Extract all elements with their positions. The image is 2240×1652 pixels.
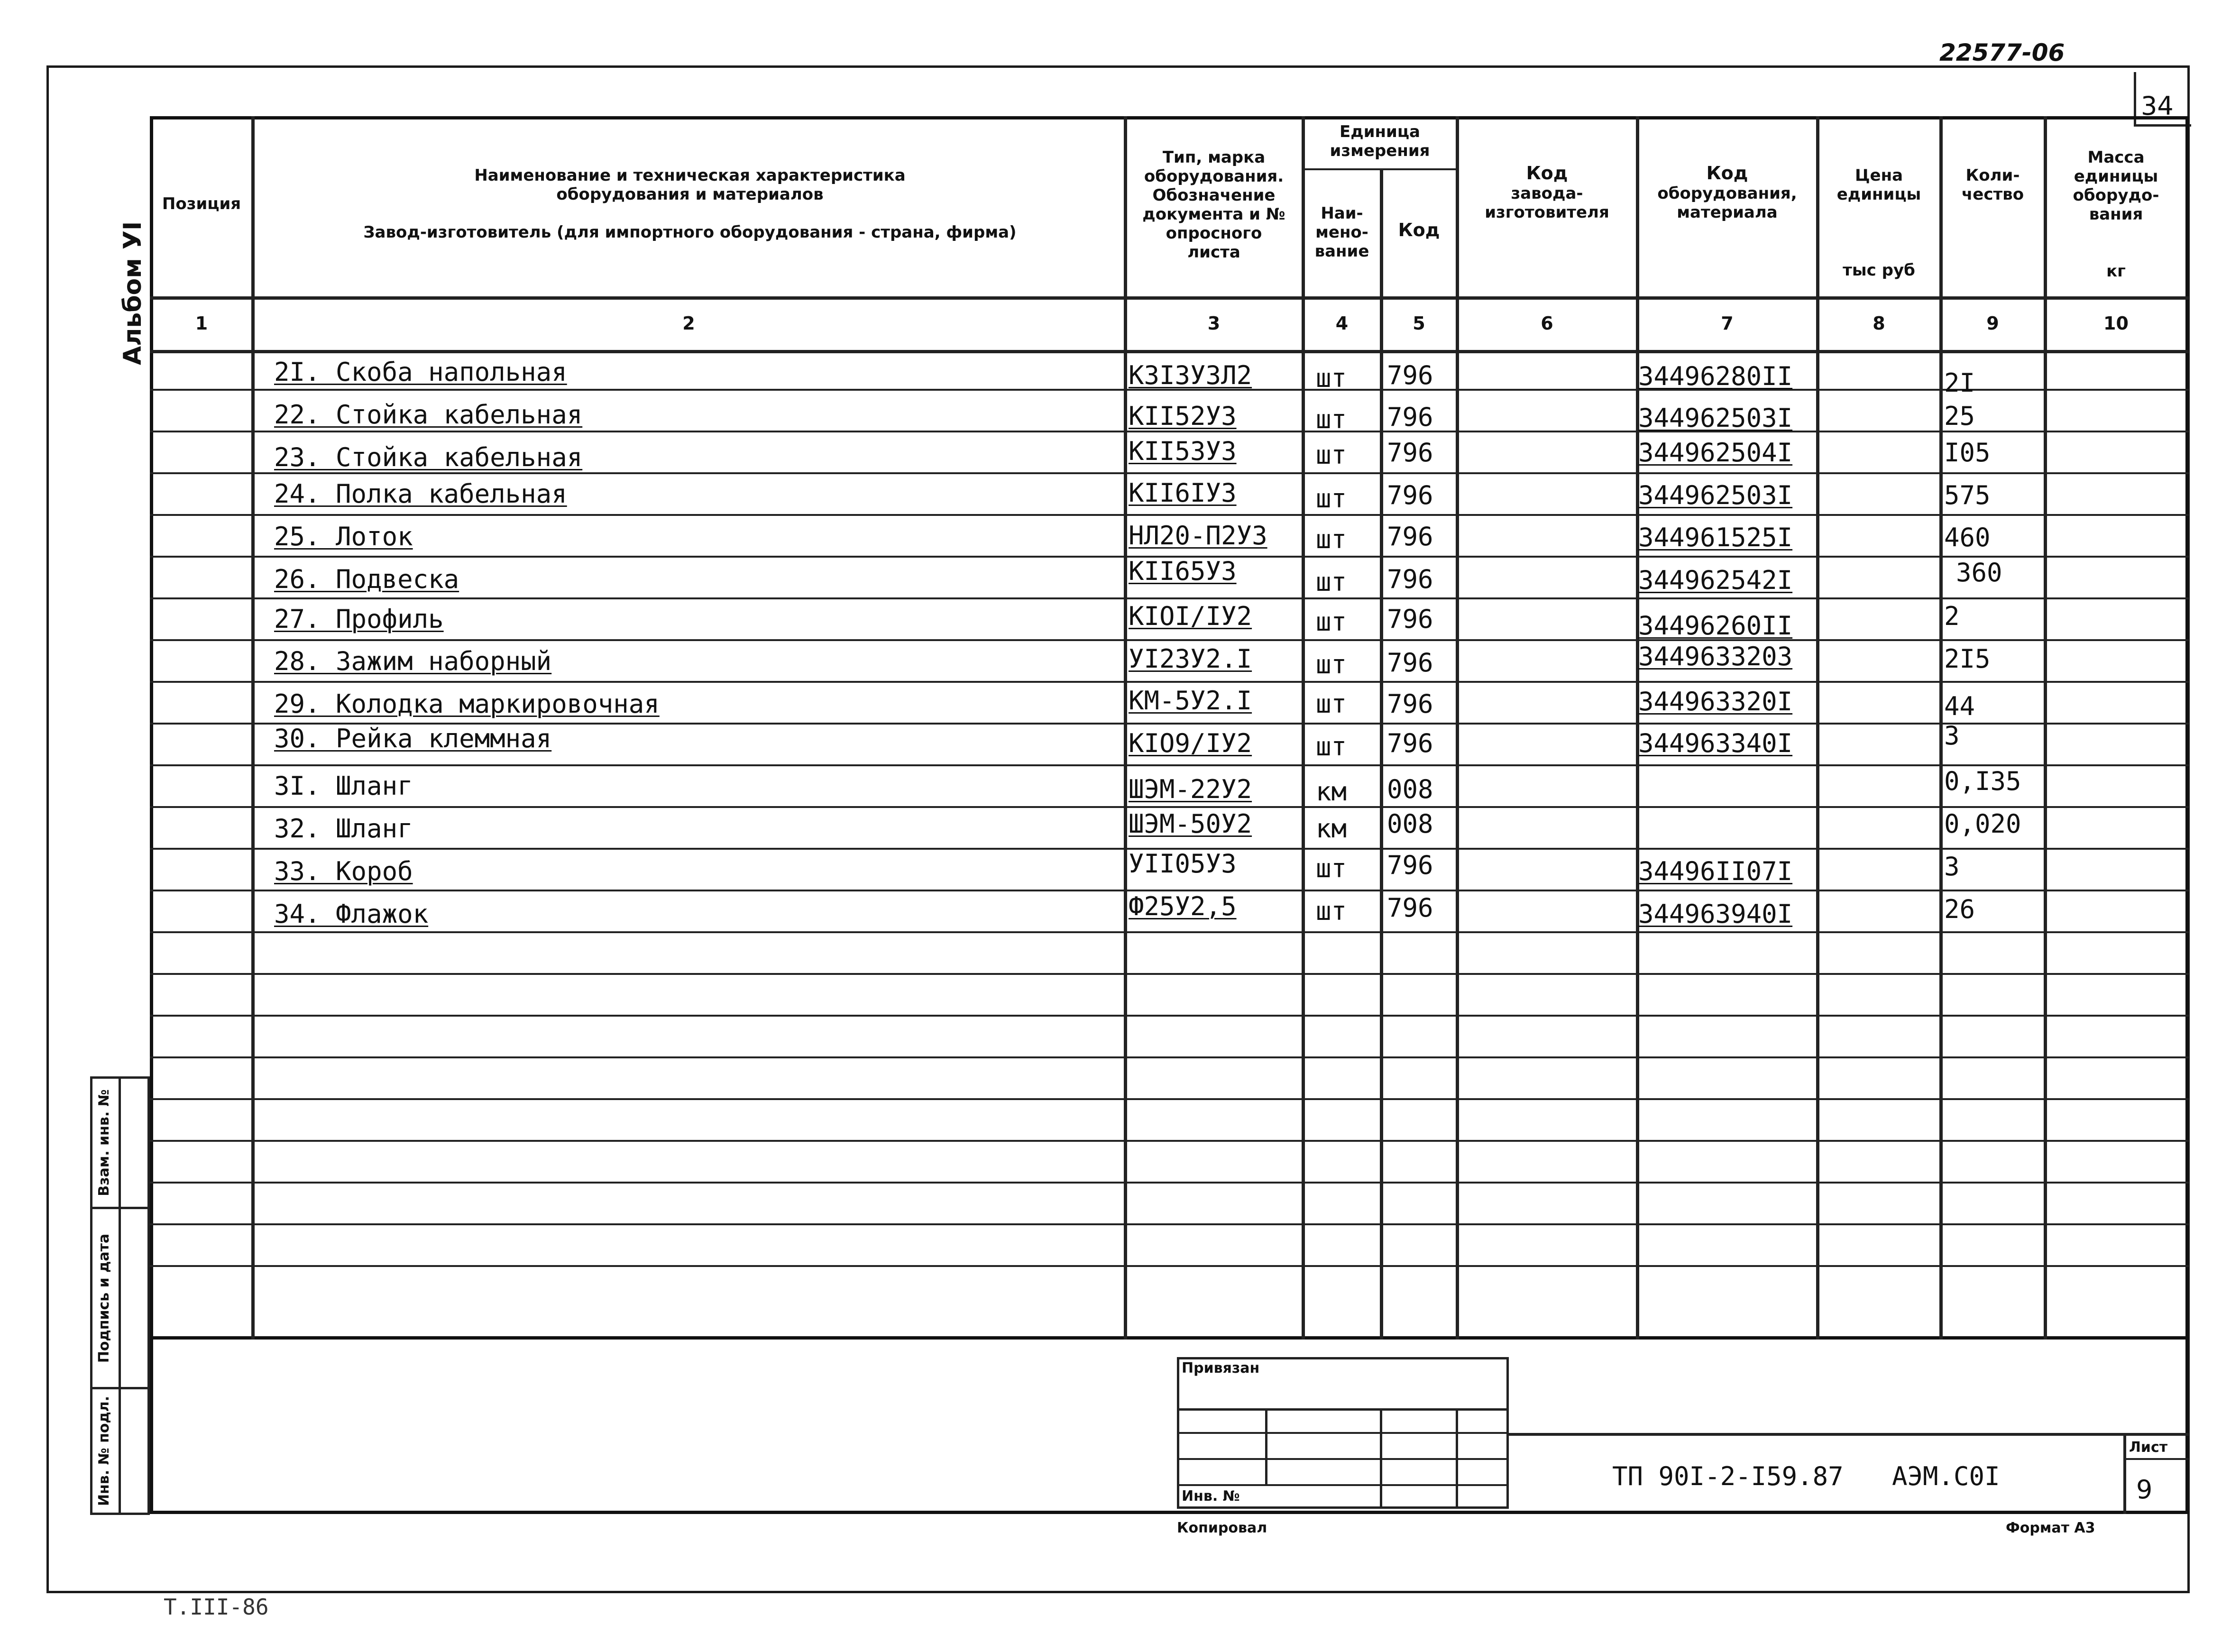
row-unit: шт bbox=[1316, 363, 1347, 393]
row-name: 27. Профиль bbox=[274, 604, 444, 634]
document-suffix: АЭМ.С0I bbox=[1892, 1461, 2000, 1491]
row-unitcode: 008 bbox=[1387, 809, 1433, 839]
side-vzam-label: Взам. инв. № bbox=[96, 1089, 112, 1196]
tb-line-4 bbox=[1177, 1484, 1509, 1486]
row-unit: шт bbox=[1316, 689, 1347, 719]
side-podpis-label: Подпись и дата bbox=[96, 1233, 112, 1363]
row-line bbox=[150, 973, 2189, 975]
tb-vline-3 bbox=[1456, 1408, 1458, 1509]
header-material-l3: материала bbox=[1677, 203, 1778, 222]
row-material-code: 344963940I bbox=[1638, 899, 1793, 929]
header-mass-l1: Масса bbox=[2087, 148, 2145, 167]
row-type: ШЭМ-50У2 bbox=[1129, 809, 1252, 839]
row-type: ШЭМ-22У2 bbox=[1129, 774, 1252, 804]
row-unitcode: 796 bbox=[1387, 564, 1433, 594]
row-unitcode: 796 bbox=[1387, 522, 1433, 551]
row-line bbox=[150, 1223, 2189, 1225]
privyazan-label: Привязан bbox=[1182, 1360, 1260, 1377]
kopiroval-label: Копировал bbox=[1177, 1520, 1267, 1536]
row-material-code: 344963320I bbox=[1638, 687, 1793, 716]
header-bottom-line bbox=[150, 296, 2189, 300]
row-material-code: 34496280II bbox=[1638, 361, 1793, 391]
row-qty: 2 bbox=[1944, 601, 1960, 631]
row-material-code: 344963340I bbox=[1638, 728, 1793, 758]
header-unit-l1: Единица bbox=[1340, 122, 1420, 141]
row-type: УI23У2.I bbox=[1129, 644, 1252, 674]
tb-vline-2 bbox=[1380, 1408, 1382, 1509]
row-material-code: 344962542I bbox=[1638, 565, 1793, 595]
row-unit: шт bbox=[1316, 404, 1347, 434]
row-qty: I05 bbox=[1944, 438, 1991, 468]
row-qty: 460 bbox=[1944, 523, 1991, 552]
list-box-divider bbox=[2123, 1458, 2189, 1460]
header-type-l2: оборудования. bbox=[1144, 167, 1284, 186]
row-qty: 0,020 bbox=[1944, 809, 2021, 839]
col-line-5 bbox=[1456, 116, 1459, 1340]
col-line-1 bbox=[251, 116, 255, 1340]
row-type: КII65У3 bbox=[1129, 556, 1237, 586]
row-line bbox=[150, 806, 2189, 808]
row-material-code: 34496260II bbox=[1638, 611, 1793, 641]
row-unitcode: 796 bbox=[1387, 728, 1433, 758]
row-qty: 25 bbox=[1944, 401, 1975, 431]
row-type: КII53У3 bbox=[1129, 436, 1237, 466]
row-material-code: 34496II07I bbox=[1638, 856, 1793, 886]
row-unit: шт bbox=[1316, 650, 1347, 679]
row-line bbox=[150, 1098, 2189, 1100]
row-line bbox=[150, 1265, 2189, 1267]
row-unitcode: 796 bbox=[1387, 360, 1433, 390]
tb-line-2 bbox=[1177, 1432, 1509, 1434]
row-qty: 360 bbox=[1956, 558, 2002, 587]
row-unitcode: 796 bbox=[1387, 438, 1433, 468]
corner-reference: 22577-06 bbox=[1939, 39, 2065, 66]
row-qty: 26 bbox=[1944, 894, 1975, 924]
header-qty-l2: чество bbox=[1961, 185, 2024, 204]
row-unit: км bbox=[1316, 814, 1347, 844]
colnum-8: 8 bbox=[1873, 313, 1885, 334]
row-name: 33. Короб bbox=[274, 856, 413, 886]
row-type: УII05У3 bbox=[1129, 849, 1237, 879]
tb-vline-1 bbox=[1265, 1408, 1267, 1484]
row-name: 28. Зажим наборный bbox=[274, 646, 552, 676]
row-name: 34. Флажок bbox=[274, 899, 429, 929]
row-unit: шт bbox=[1316, 567, 1347, 597]
row-line bbox=[150, 931, 2189, 933]
row-unit: шт bbox=[1316, 440, 1347, 470]
document-code: ТП 90I-2-I59.87 bbox=[1612, 1461, 1844, 1491]
row-type: КIО9/IУ2 bbox=[1129, 728, 1252, 758]
row-unit: шт bbox=[1316, 607, 1347, 637]
row-qty: 3 bbox=[1944, 721, 1960, 751]
side-inv-podl-label: Инв. № подл. bbox=[96, 1395, 112, 1506]
row-line bbox=[150, 1182, 2189, 1184]
header-type-l1: Тип, марка bbox=[1162, 148, 1266, 167]
row-material-code: 344962503I bbox=[1638, 480, 1793, 510]
row-material-code: 344962503I bbox=[1638, 403, 1793, 433]
header-position: Позиция bbox=[162, 194, 241, 213]
col-line-7 bbox=[1816, 116, 1819, 1340]
inv-number-label: Инв. № bbox=[1182, 1488, 1240, 1505]
colnum-5: 5 bbox=[1413, 313, 1425, 334]
colnum-10: 10 bbox=[2103, 313, 2129, 334]
row-type: КII6IУ3 bbox=[1129, 478, 1237, 508]
row-material-code: 3449633203 bbox=[1638, 642, 1793, 671]
row-line bbox=[150, 681, 2189, 683]
header-qty-l1: Коли- bbox=[1965, 166, 2020, 185]
row-type: КМ-5У2.I bbox=[1129, 686, 1252, 716]
top-sheet-number: 34 bbox=[2141, 91, 2174, 121]
row-name: 24. Полка кабельная bbox=[274, 479, 567, 509]
row-qty: 3 bbox=[1944, 852, 1960, 881]
row-unit: шт bbox=[1316, 524, 1347, 554]
row-unit: шт bbox=[1316, 854, 1347, 883]
row-unit: шт bbox=[1316, 732, 1347, 762]
row-qty: 0,I35 bbox=[1944, 766, 2021, 796]
row-line bbox=[150, 472, 2189, 474]
row-material-code: 344962504I bbox=[1638, 438, 1793, 468]
row-type: КII52У3 bbox=[1129, 401, 1237, 431]
row-line bbox=[150, 764, 2189, 766]
header-factory-l1: Код bbox=[1526, 163, 1568, 184]
colnum-9: 9 bbox=[1986, 313, 1999, 334]
tb-line-1 bbox=[1177, 1408, 1509, 1411]
row-qty: 44 bbox=[1944, 691, 1975, 721]
col-line-9 bbox=[2044, 116, 2047, 1340]
row-name: 22. Стойка кабельная bbox=[274, 400, 583, 430]
header-material-l1: Код bbox=[1706, 163, 1748, 184]
row-qty: 2I5 bbox=[1944, 644, 1991, 674]
header-price-l1: Цена bbox=[1854, 166, 1903, 185]
bottom-area bbox=[150, 1336, 2189, 1514]
row-unitcode: 796 bbox=[1387, 689, 1433, 719]
header-type-l5: опросного bbox=[1166, 224, 1262, 243]
row-unitcode: 796 bbox=[1387, 648, 1433, 678]
row-unitcode: 796 bbox=[1387, 850, 1433, 880]
row-unitcode: 796 bbox=[1387, 480, 1433, 510]
header-unitname-l1: Наи- bbox=[1321, 204, 1363, 223]
row-qty: 575 bbox=[1944, 480, 1991, 510]
header-mass-unit: кг bbox=[2106, 262, 2126, 281]
row-line bbox=[150, 1015, 2189, 1017]
header-price-l2: единицы bbox=[1836, 185, 1921, 204]
header-mass-l4: вания bbox=[2089, 205, 2143, 224]
row-name: 25. Лоток bbox=[274, 522, 413, 551]
header-factory-l2: завода- bbox=[1511, 184, 1583, 203]
row-name: 3I. Шланг bbox=[274, 771, 413, 801]
row-line bbox=[150, 597, 2189, 599]
col-line-8 bbox=[1939, 116, 1943, 1340]
row-name: 26. Подвеска bbox=[274, 564, 459, 594]
bottom-reference: Т.III-86 bbox=[164, 1594, 269, 1620]
colnum-7: 7 bbox=[1721, 313, 1734, 334]
row-unit: км bbox=[1316, 777, 1347, 807]
header-mass-l2: единицы bbox=[2074, 167, 2158, 186]
row-name: 30. Рейка клеммная bbox=[274, 724, 552, 753]
unit-divider-line bbox=[1302, 168, 1456, 170]
row-unitcode: 008 bbox=[1387, 774, 1433, 804]
row-line bbox=[150, 514, 2189, 516]
list-number: 9 bbox=[2136, 1475, 2153, 1505]
row-type: КIОI/IУ2 bbox=[1129, 601, 1252, 631]
header-type-l6: листа bbox=[1187, 243, 1240, 262]
row-type: НЛ20-П2У3 bbox=[1129, 521, 1267, 551]
header-unitname-l2: мено- bbox=[1315, 223, 1368, 242]
header-unitcode: Код bbox=[1398, 220, 1440, 240]
colnum-3: 3 bbox=[1207, 313, 1221, 334]
header-type-l4: документа и № bbox=[1142, 205, 1285, 224]
row-name: 29. Колодка маркировочная bbox=[274, 689, 660, 719]
row-type: Ф25У2,5 bbox=[1129, 891, 1237, 921]
col-line-2 bbox=[1124, 116, 1127, 1340]
col-line-3 bbox=[1302, 116, 1305, 1340]
row-type: К3I3У3Л2 bbox=[1129, 360, 1252, 390]
row-line bbox=[150, 1140, 2189, 1142]
colnum-bottom-line bbox=[150, 350, 2189, 353]
row-qty: 2I bbox=[1944, 368, 1975, 398]
row-unit: шт bbox=[1316, 484, 1347, 514]
row-name: 32. Шланг bbox=[274, 814, 413, 844]
row-unitcode: 796 bbox=[1387, 893, 1433, 923]
colnum-4: 4 bbox=[1335, 313, 1349, 334]
col-line-6 bbox=[1636, 116, 1639, 1340]
col-line-4 bbox=[1380, 168, 1383, 1340]
header-material-l2: оборудования, bbox=[1657, 184, 1797, 203]
row-name: 23. Стойка кабельная bbox=[274, 442, 583, 472]
tb-line-3 bbox=[1177, 1458, 1509, 1460]
header-name-line3: Завод-изготовитель (для импортного оборудования - страна, фирма) bbox=[363, 223, 1017, 242]
row-unit: шт bbox=[1316, 896, 1347, 926]
row-name: 2I. Скоба напольная bbox=[274, 357, 567, 387]
list-label: Лист bbox=[2129, 1439, 2168, 1456]
colnum-2: 2 bbox=[682, 313, 695, 334]
header-name-line1: Наименование и техническая характеристика bbox=[474, 166, 906, 185]
row-line bbox=[150, 639, 2189, 641]
album-label: Альбом УI bbox=[119, 221, 147, 365]
colnum-6: 6 bbox=[1541, 313, 1553, 334]
header-name-line2: оборудования и материалов bbox=[556, 185, 824, 204]
header-price-unit: тыс руб bbox=[1843, 261, 1915, 280]
header-mass-l3: оборудо- bbox=[2073, 186, 2159, 205]
side-stamp-inner-line bbox=[119, 1076, 121, 1515]
tb-main-top-line bbox=[1509, 1433, 2189, 1436]
colnum-1: 1 bbox=[195, 313, 208, 334]
row-line bbox=[150, 1056, 2189, 1058]
header-unitname-l3: вание bbox=[1314, 242, 1369, 261]
row-unitcode: 796 bbox=[1387, 604, 1433, 634]
header-type-l3: Обозначение bbox=[1152, 186, 1276, 205]
header-factory-l3: изготовителя bbox=[1485, 203, 1609, 222]
format-label: Формат А3 bbox=[2006, 1520, 2095, 1536]
row-material-code: 344961525I bbox=[1638, 523, 1793, 552]
row-unitcode: 796 bbox=[1387, 402, 1433, 432]
header-unit-l2: измерения bbox=[1330, 141, 1430, 160]
